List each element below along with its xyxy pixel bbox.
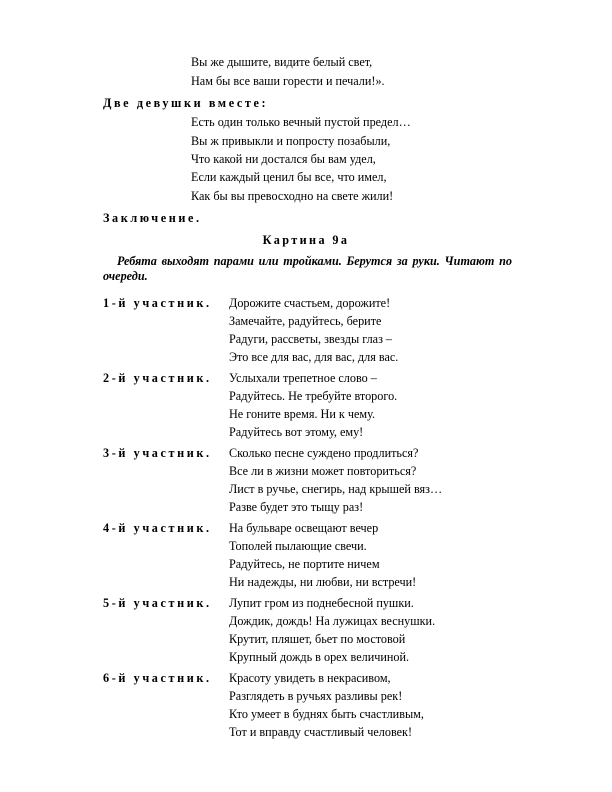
participant-2-label: 2-й участник. (103, 371, 212, 385)
two-girls-line-1: Есть один только вечный пустой предел… (191, 115, 411, 129)
participant-3-line-3: Лист в ручье, снегирь, над крышей вяз… (229, 482, 443, 496)
participant-6-line-1: Красоту увидеть в некрасивом, (229, 671, 391, 685)
two-girls-line-2: Вы ж привыкли и попросту позабыли, (191, 134, 391, 148)
participant-5-label: 5-й участник. (103, 596, 212, 610)
participant-3-line-2: Все ли в жизни может повториться? (229, 464, 417, 478)
opening-line-1: Вы же дышите, видите белый свет, (191, 55, 373, 69)
participant-2-line-3: Не гоните время. Ни к чему. (229, 407, 376, 421)
conclusion-heading: Заключение. (103, 211, 202, 225)
participant-2-line-2: Радуйтесь. Не требуйте второго. (229, 389, 398, 403)
participant-2-line-1: Услыхали трепетное слово – (229, 371, 377, 385)
participant-3-line-4: Разве будет это тыщу раз! (229, 500, 364, 514)
participant-5-line-4: Крупный дождь в орех величиной. (229, 650, 410, 664)
participant-5-line-3: Крутит, пляшет, бьет по мостовой (229, 632, 406, 646)
participant-1-line-4: Это все для вас, для вас, для вас. (229, 350, 399, 364)
participant-6-line-4: Тот и вправду счастливый человек! (229, 725, 413, 739)
participant-4-line-2: Тополей пылающие свечи. (229, 539, 367, 553)
two-girls-speaker: Две девушки вместе: (103, 96, 269, 110)
opening-line-2: Нам бы все ваши горести и печали!». (191, 74, 385, 88)
participant-1-line-2: Замечайте, радуйтесь, берите (229, 314, 382, 328)
participant-3-label: 3-й участник. (103, 446, 212, 460)
participant-3-line-1: Сколько песне суждено продлиться? (229, 446, 419, 460)
scene-intro: Ребята выходят парами или тройками. Берутся за руки. Читают по очереди. (103, 254, 512, 283)
participant-5-line-2: Дождик, дождь! На лужицах веснушки. (229, 614, 436, 628)
participant-4-label: 4-й участник. (103, 521, 212, 535)
participant-4-line-3: Радуйтесь, не портите ничем (229, 557, 380, 571)
participant-4-line-4: Ни надежды, ни любви, ни встречи! (229, 575, 417, 589)
two-girls-line-4: Если каждый ценил бы все, что имел, (191, 170, 387, 184)
scene-title: Картина 9а (262, 233, 350, 247)
participant-2-line-4: Радуйтесь вот этому, ему! (229, 425, 364, 439)
participant-6-label: 6-й участник. (103, 671, 212, 685)
participant-6-line-3: Кто умеет в буднях быть счастливым, (229, 707, 424, 721)
participant-5-line-1: Лупит гром из поднебесной пушки. (229, 596, 414, 610)
participant-6-line-2: Разглядеть в ручьях разливы рек! (229, 689, 403, 703)
two-girls-line-3: Что какой ни достался бы вам удел, (191, 152, 376, 166)
participant-1-line-1: Дорожите счастьем, дорожите! (229, 296, 391, 310)
participant-1-label: 1-й участник. (103, 296, 212, 310)
participant-4-line-1: На бульваре освещают вечер (229, 521, 379, 535)
two-girls-line-5: Как бы вы превосходно на свете жили! (191, 189, 394, 203)
participant-1-line-3: Радуги, рассветы, звезды глаз – (229, 332, 393, 346)
